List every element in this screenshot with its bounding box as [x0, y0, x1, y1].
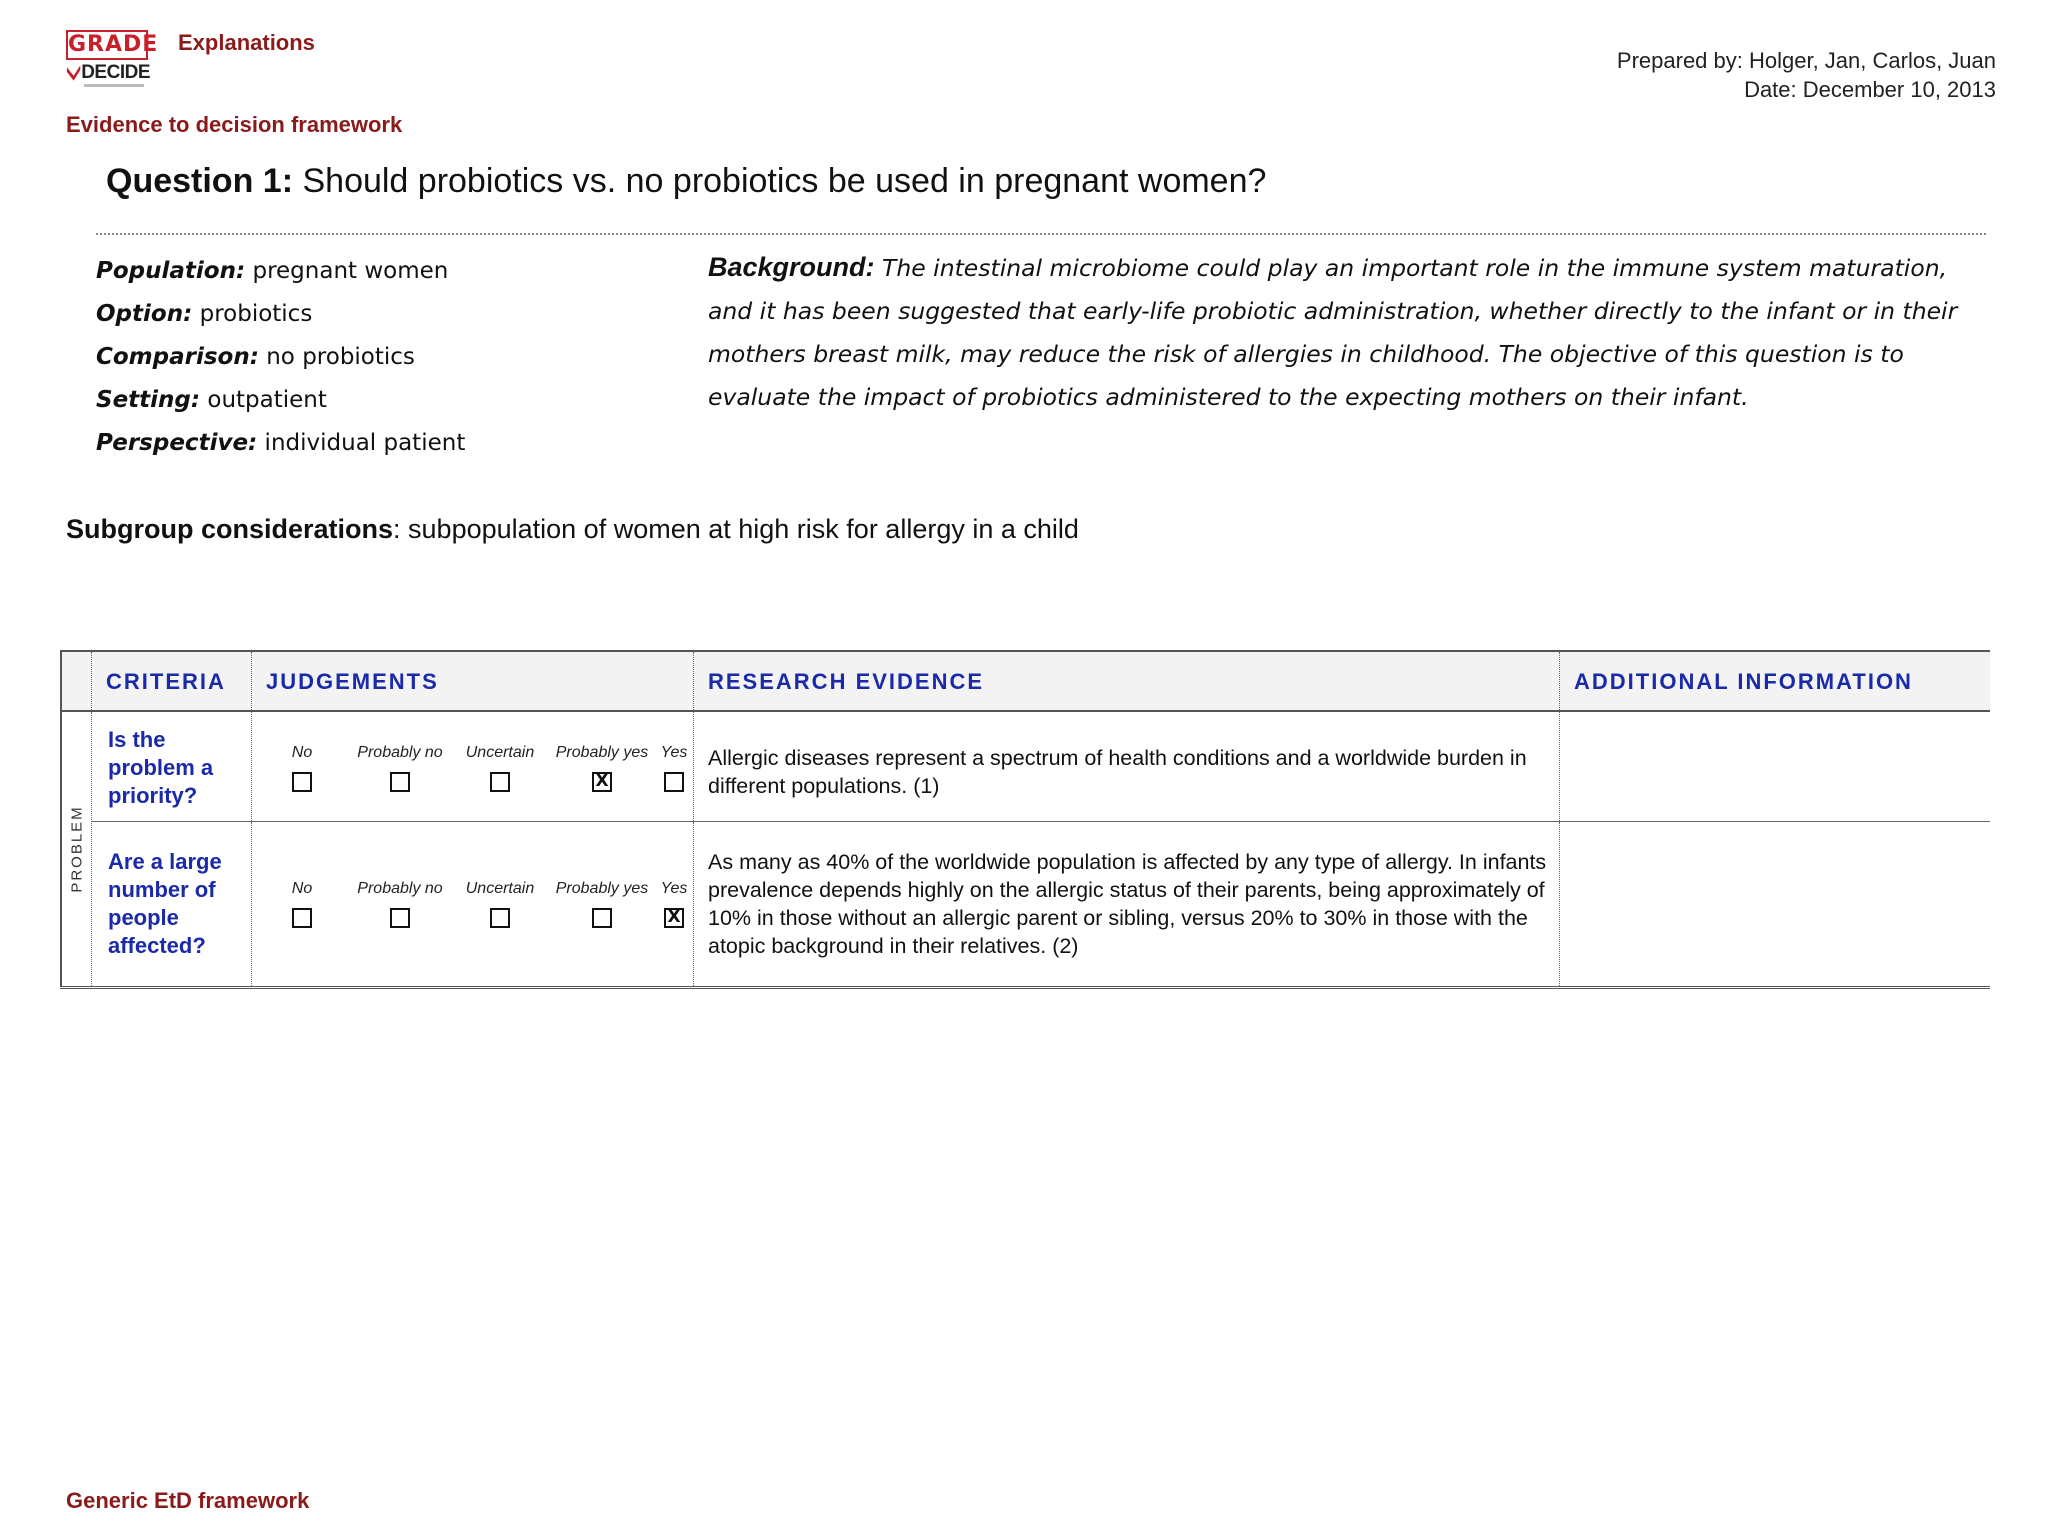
- checkmark-arrow-icon: [66, 64, 81, 82]
- decide-logo-row: [66, 62, 150, 84]
- pico-value: pregnant women: [245, 258, 449, 284]
- section-label-cell: [60, 712, 92, 986]
- option-label: Probably yes: [555, 880, 649, 897]
- header-judgements: JUDGEMENTS: [252, 652, 694, 710]
- checkbox[interactable]: [490, 908, 510, 928]
- subgroup-text: : subpopulation of women at high risk for allergy in a child: [393, 514, 1079, 544]
- option-label: Yes: [660, 744, 688, 761]
- section-label-problem: PROBLEM: [68, 805, 85, 893]
- pico-label: Comparison:: [96, 344, 259, 370]
- pico-value: individual patient: [257, 430, 466, 456]
- judgement-option-yes[interactable]: [656, 880, 692, 928]
- checkbox[interactable]: [292, 772, 312, 792]
- table-row: [92, 712, 1990, 822]
- question-text: Should probiotics vs. no probiotics be used in pregnant women?: [293, 162, 1267, 200]
- pico-value: outpatient: [200, 387, 327, 413]
- judgement-cell: [252, 822, 694, 986]
- judgement-option-probably-yes[interactable]: [540, 880, 664, 933]
- pico-option: [96, 293, 465, 336]
- judgement-option-yes[interactable]: [656, 744, 692, 797]
- research-evidence-cell: As many as 40% of the worldwide population is affected by any type of allergy. In infants prevalence depends highly on the allergic status of their parents, being approximately of 10% in those without an allergic parent or sibling, versus 20% to 30% in those with the atopic background in their relatives. (2): [694, 822, 1560, 986]
- checkbox[interactable]: [292, 908, 312, 928]
- checkbox[interactable]: [490, 772, 510, 792]
- table-header: [60, 652, 1990, 712]
- judgement-option-no[interactable]: [280, 880, 324, 933]
- checkbox-checked[interactable]: X: [592, 772, 612, 792]
- pico-perspective: [96, 422, 465, 465]
- checkbox[interactable]: [390, 908, 410, 928]
- additional-information-cell: [1560, 712, 1990, 821]
- pico-value: no probiotics: [258, 344, 415, 370]
- checkbox[interactable]: [592, 908, 612, 928]
- pico-value: probiotics: [192, 301, 313, 327]
- option-label: Probably yes: [555, 744, 649, 761]
- prepared-info: [1617, 46, 1996, 104]
- pico-setting: [96, 379, 465, 422]
- option-label: Probably no: [357, 880, 443, 897]
- option-label: No: [291, 744, 313, 761]
- decide-logo-text: DECIDE: [81, 62, 150, 83]
- prepared-date: Date: December 10, 2013: [1744, 77, 1996, 102]
- table-row: [92, 822, 1990, 986]
- judgement-option-probably-no[interactable]: [340, 744, 460, 797]
- option-label: Uncertain: [465, 744, 535, 761]
- grade-logo-text: GRADE: [66, 30, 148, 60]
- judgement-cell: [252, 712, 694, 821]
- pico-label: Perspective:: [96, 430, 258, 456]
- checkbox[interactable]: [390, 772, 410, 792]
- grade-decide-logo: [66, 30, 159, 87]
- judgement-option-probably-yes[interactable]: [540, 744, 664, 792]
- judgement-option-uncertain[interactable]: [450, 880, 550, 933]
- checkbox[interactable]: [664, 772, 684, 792]
- header-research-evidence: RESEARCH EVIDENCE: [694, 652, 1560, 710]
- background-text: [708, 246, 1978, 419]
- pico-label: Population:: [96, 258, 246, 284]
- criterion-cell: Are a large number of people affected?: [92, 822, 252, 986]
- option-label: Yes: [660, 880, 688, 897]
- judgement-option-probably-no[interactable]: [340, 880, 460, 933]
- pico-list: [96, 250, 465, 465]
- pico-comparison: [96, 336, 465, 379]
- explanations-link[interactable]: Explanations: [178, 30, 315, 55]
- table-rows: [92, 712, 1990, 986]
- checkbox-checked[interactable]: X: [664, 908, 684, 928]
- background-body: The intestinal microbiome could play an important role in the immune system maturation, and it has been suggested that early-life probiotic administration, whether directly to the infant or in their mothers breast milk, may reduce the risk of allergies in childhood. The objective of this question is to evaluate the impact of probiotics administered to the expecting mothers on their infant.: [708, 254, 1958, 411]
- background-label: Background:: [708, 252, 875, 282]
- option-label: Uncertain: [465, 880, 535, 897]
- judgement-option-no[interactable]: [280, 744, 324, 797]
- etd-table: [60, 650, 1990, 989]
- question-label: Question 1:: [106, 162, 294, 200]
- criterion-cell: Is the problem a priority?: [92, 712, 252, 821]
- table-body: [60, 712, 1990, 986]
- framework-title: Evidence to decision framework: [66, 112, 403, 137]
- subgroup-considerations: [66, 514, 1079, 545]
- question-heading: [106, 162, 1266, 201]
- subgroup-label: Subgroup considerations: [66, 514, 394, 544]
- footer-title: Generic EtD framework: [66, 1488, 310, 1513]
- option-label: Probably no: [357, 744, 443, 761]
- header-criteria: CRITERIA: [92, 652, 252, 710]
- header-additional-information: ADDITIONAL INFORMATION: [1574, 669, 1913, 694]
- pico-label: Option:: [96, 301, 193, 327]
- judgement-option-uncertain[interactable]: [450, 744, 550, 797]
- header-side-spacer: [60, 652, 92, 710]
- dotted-divider: [96, 233, 1986, 235]
- research-evidence-cell: Allergic diseases represent a spectrum of health conditions and a worldwide burden in different populations. (1): [694, 712, 1560, 821]
- logo-divider: [84, 84, 144, 87]
- additional-information-cell: [1560, 822, 1990, 986]
- prepared-by: Prepared by: Holger, Jan, Carlos, Juan: [1616, 48, 1996, 73]
- option-label: No: [291, 880, 313, 897]
- pico-label: Setting:: [96, 387, 201, 413]
- pico-population: [96, 250, 465, 293]
